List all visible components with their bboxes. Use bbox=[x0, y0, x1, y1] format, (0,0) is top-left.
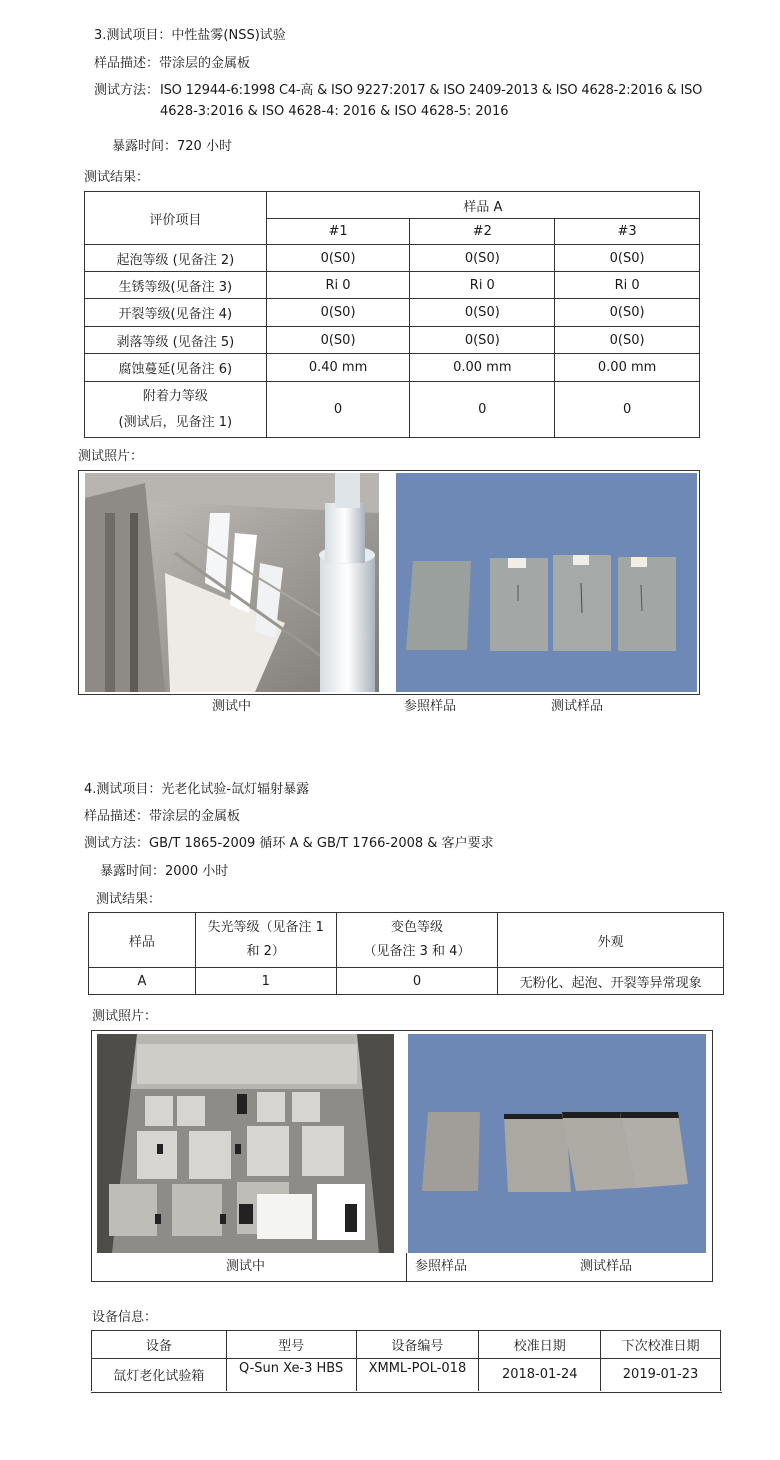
cell-value: 0.00 mm bbox=[410, 354, 555, 382]
item-header: 评价项目 bbox=[85, 192, 267, 245]
header-gloss-line2: 和 2） bbox=[246, 944, 285, 959]
caption-in-test: 测试中 bbox=[226, 1259, 266, 1274]
salt-spray-chamber-photo bbox=[85, 473, 379, 692]
row-label: 腐蚀蔓延(见备注 6) bbox=[85, 354, 267, 382]
xenon-reference-and-test-panels-photo bbox=[408, 1034, 706, 1253]
section4-results-table bbox=[88, 912, 724, 995]
equipment-calibration-date: 2018-01-24 bbox=[479, 1359, 601, 1391]
row-label: 开裂等级(见备注 4) bbox=[85, 299, 267, 327]
cell-sample: A bbox=[89, 968, 196, 995]
cell-value: 0(S0) bbox=[410, 327, 555, 354]
header-appearance: 外观 bbox=[498, 913, 724, 968]
equipment-table bbox=[91, 1330, 721, 1391]
cell-value: 0.00 mm bbox=[555, 354, 700, 382]
caption-reference-sample: 参照样品 bbox=[404, 699, 457, 714]
header-color-line1: 变色等级 bbox=[390, 920, 443, 935]
equipment-header-device: 设备 bbox=[92, 1331, 227, 1359]
cell-value: Ri 0 bbox=[410, 272, 555, 299]
equipment-header-calibration-date: 校准日期 bbox=[479, 1331, 601, 1359]
adhesion-label-line2: (测试后，见备注 1) bbox=[118, 414, 233, 430]
table-row bbox=[89, 968, 724, 995]
cell-value: 0(S0) bbox=[555, 299, 700, 327]
col-header-2: #2 bbox=[410, 219, 555, 245]
cell-value: 0(S0) bbox=[266, 327, 410, 354]
caption-test-sample: 测试样品 bbox=[580, 1259, 633, 1274]
header-color-line2: （见备注 3 和 4） bbox=[363, 944, 471, 959]
cell-value: 0 bbox=[266, 382, 410, 438]
section4-exposure-time: 暴露时间：2000 小时 bbox=[100, 864, 229, 879]
section3-method-line2: 4628-3:2016 & ISO 4628-4: 2016 & ISO 4628-5: 2016 bbox=[160, 104, 509, 119]
reference-and-test-panels-photo bbox=[396, 473, 697, 692]
row-label: 生锈等级(见备注 3) bbox=[85, 272, 267, 299]
equipment-next-calibration: 2019-01-23 bbox=[601, 1359, 721, 1391]
header-color-change bbox=[336, 913, 498, 968]
cell-value: 0(S0) bbox=[410, 245, 555, 272]
equipment-model: Q-Sun Xe-3 HBS bbox=[226, 1359, 356, 1391]
cell-gloss: 1 bbox=[195, 968, 336, 995]
table-row bbox=[85, 327, 700, 354]
equipment-header-id: 设备编号 bbox=[356, 1331, 479, 1359]
section4-photos-label: 测试照片： bbox=[92, 1009, 158, 1024]
cell-value: 0 bbox=[555, 382, 700, 438]
caption-divider bbox=[406, 1253, 407, 1282]
cell-value: 0(S0) bbox=[266, 245, 410, 272]
table-row bbox=[85, 272, 700, 299]
table-row bbox=[85, 299, 700, 327]
caption-test-sample: 测试样品 bbox=[551, 699, 604, 714]
header-gloss-loss bbox=[195, 913, 336, 968]
cell-value: 0(S0) bbox=[555, 245, 700, 272]
caption-reference-sample: 参照样品 bbox=[415, 1259, 468, 1274]
equipment-header-model: 型号 bbox=[226, 1331, 356, 1359]
cell-value: 0 bbox=[410, 382, 555, 438]
table-row bbox=[92, 1359, 721, 1391]
caption-in-test: 测试中 bbox=[212, 699, 252, 714]
section3-method-label: 测试方法： bbox=[94, 83, 160, 98]
section3-results-table bbox=[84, 191, 700, 438]
adhesion-label bbox=[85, 382, 267, 438]
table-row bbox=[85, 245, 700, 272]
table-row-adhesion bbox=[85, 382, 700, 438]
cell-value: 0(S0) bbox=[410, 299, 555, 327]
section3-results-label: 测试结果： bbox=[84, 170, 150, 185]
equipment-id: XMML-POL-018 bbox=[356, 1359, 479, 1391]
col-header-1: #1 bbox=[266, 219, 410, 245]
cell-value: 0.40 mm bbox=[266, 354, 410, 382]
section3-photos-label: 测试照片： bbox=[78, 449, 144, 464]
table-row bbox=[85, 354, 700, 382]
equipment-table-bottom-rule bbox=[91, 1392, 722, 1393]
equipment-device: 氙灯老化试验箱 bbox=[92, 1359, 227, 1391]
adhesion-label-line1: 附着力等级 bbox=[142, 388, 208, 404]
cell-value: Ri 0 bbox=[555, 272, 700, 299]
section4-results-label: 测试结果： bbox=[96, 892, 162, 907]
col-header-3: #3 bbox=[555, 219, 700, 245]
section3-title: 3.测试项目：中性盐雾(NSS)试验 bbox=[94, 28, 286, 43]
cell-value: Ri 0 bbox=[266, 272, 410, 299]
equipment-label: 设备信息： bbox=[92, 1310, 158, 1325]
cell-color: 0 bbox=[336, 968, 498, 995]
cell-appearance: 无粉化、起泡、开裂等异常现象 bbox=[498, 968, 724, 995]
cell-value: 0(S0) bbox=[266, 299, 410, 327]
cell-value: 0(S0) bbox=[555, 327, 700, 354]
row-label: 剥落等级 (见备注 5) bbox=[85, 327, 267, 354]
row-label: 起泡等级 (见备注 2) bbox=[85, 245, 267, 272]
section3-exposure-time: 暴露时间：720 小时 bbox=[112, 139, 232, 154]
section4-method: 测试方法：GB/T 1865-2009 循环 A & GB/T 1766-2008 & 客户要求 bbox=[84, 836, 494, 851]
section3-method-line1: ISO 12944-6:1998 C4-高 & ISO 9227:2017 & ISO 2409-2013 & ISO 4628-2:2016 & ISO bbox=[160, 83, 703, 98]
section4-sample-description: 样品描述：带涂层的金属板 bbox=[84, 809, 241, 824]
equipment-header-next-calibration: 下次校准日期 bbox=[601, 1331, 721, 1359]
section3-sample-description: 样品描述：带涂层的金属板 bbox=[94, 56, 251, 71]
sample-a-header: 样品 A bbox=[266, 192, 699, 219]
xenon-chamber-photo bbox=[97, 1034, 394, 1253]
header-sample: 样品 bbox=[89, 913, 196, 968]
header-gloss-line1: 失光等级（见备注 1 bbox=[207, 920, 324, 935]
section4-title: 4.测试项目：光老化试验-氙灯辐射暴露 bbox=[84, 782, 310, 797]
